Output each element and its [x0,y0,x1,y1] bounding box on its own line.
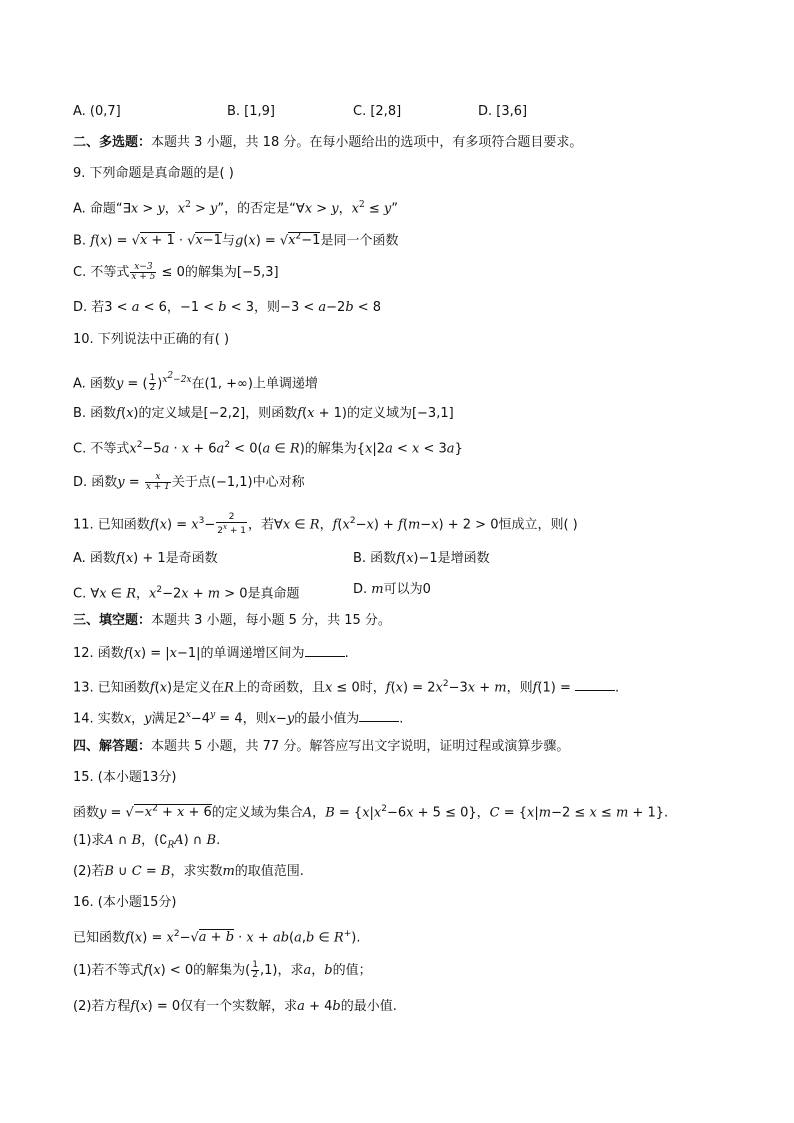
q10-option-c: C. 不等式$x^2-5a \cdot x + 6a^2 < 0(a$ ∈ R)的解集为{x|2a < x < 3a} [73,440,463,457]
q10-option-a: A. 函数y = ( $\frac{1}{2}$ )$^{x^2-2x}$在(1, +∞)上单调递增 [73,371,318,394]
q13-answer-blank[interactable] [575,678,615,691]
q16-part2: (2)若方程f(x) = 0仅有一个实数解，求a + 4b的最小值. [73,999,397,1014]
q10-option-d: D. 函数y = $\frac{x}{x + 1}$ 关于点(−1,1)中心对称 [73,472,305,492]
q11-option-b: B. 函数f(x)−1是增函数 [353,551,490,566]
q16-title: 16. (本小题15分) [73,895,177,910]
q11-option-d: D. m可以为0 [353,582,431,597]
q8-option-a: A. (0,7] [73,104,121,119]
q15-stem: 函数$y = √-x^2 + x + 6$的定义域为集合A，$B = \{x|x^2-6x + 5 \le 0\}$，C = {x|m−2 ≤ x ≤ m + 1}. [73,804,669,821]
q15-part1: (1)求A ∩ B，$(∁_RA)$ ∩ B. [73,833,221,851]
q16-stem: 已知函数$f(x) = x^2-√a + b \cdot x + ab(a,b$ ∈ R+). [73,929,361,946]
q12: 12. 函数f(x) = |x−1|的单调递增区间为 . [73,646,349,661]
q15-title: 15. (本小题13分) [73,770,177,785]
q9-option-c: C. 不等式 $\frac{x-3}{x + 5}$ ≤ 0的解集为[−5,3] [73,262,279,282]
q8-option-c: C. [2,8] [353,104,402,119]
q11-stem: 11. 已知函数$f(x) = x^3-$ $\frac{2}{2^x + 1}$ ，若∀x ∈ R，$f(x^2-x) + f(m-x) + 2 > 0$恒成立，则( ) [73,512,578,537]
q11-option-c: C. ∀x ∈ R，$x^2-2x + m > 0$是真命题 [73,585,300,602]
section-4-heading: 四、解答题：本题共 5 小题，共 77 分。解答应写出文字说明，证明过程或演算步骤。 [73,739,570,754]
q13: 13. 已知函数f(x)是定义在R上的奇函数，且x ≤ 0时，$f(x) = 2x^2-3x + m$，则f(1) = . [73,679,620,696]
q10-stem: 10. 下列说法中正确的有( ) [73,332,230,347]
q16-part1: (1)若不等式f(x) < 0的解集为( $\frac{1}{2}$ ,1)，求a，b的值； [73,960,372,980]
q9-option-b: B. f(x) = √x + 1 · √x−1与$g(x) = √x^2-1$是同一个函数 [73,232,399,249]
section-2-heading: 二、多选题：本题共 3 小题，共 18 分。在每小题给出的选项中，有多项符合题目要求。 [73,135,583,150]
q10-option-b: B. 函数f(x)的定义域是[−2,2]，则函数f(x + 1)的定义域为[−3,1] [73,406,454,421]
q9-option-d: D. 若3 < a < 6，−1 < b < 3，则−3 < a−2b < 8 [73,300,382,315]
q12-answer-blank[interactable] [305,644,345,657]
q11-option-a: A. 函数f(x) + 1是奇函数 [73,551,218,566]
q9-option-a: A. 命题“∃x > y，$x^2 > y$”，的否定是“∀x > y，$x^2 \le y$” [73,200,399,217]
q15-part2: (2)若B ∪ C = B，求实数m的取值范围. [73,864,304,879]
q14-answer-blank[interactable] [359,709,399,722]
section-3-heading: 三、填空题：本题共 3 小题，每小题 5 分，共 15 分。 [73,613,391,628]
q8-option-b: B. [1,9] [227,104,276,119]
q8-option-d: D. [3,6] [478,104,528,119]
q9-stem: 9. 下列命题是真命题的是( ) [73,166,234,181]
q14: 14. 实数x，y满足$2^x-4^y = 4$，则x−y的最小值为 . [73,710,404,727]
